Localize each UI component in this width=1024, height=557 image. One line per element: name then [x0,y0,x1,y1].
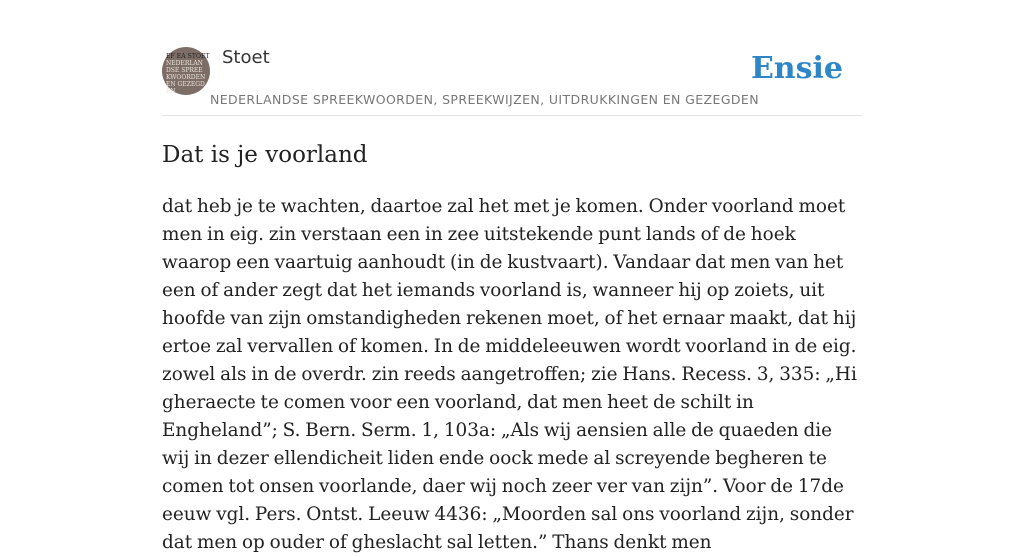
source-subtitle[interactable]: NEDERLANDSE SPREEKWOORDEN, SPREEKWIJZEN, UITDRUKKINGEN EN GEZEGDEN [210,92,759,107]
avatar-book-title: NEDERLANDSE SPREEKWOORDEN EN GEZEGDEN [166,60,206,95]
entry-title: Dat is je voorland [162,142,368,168]
author-avatar[interactable] [162,47,210,95]
brand-logo[interactable]: Ensie [750,51,843,86]
avatar-label: EF EA STOET [166,53,210,60]
header [162,46,862,116]
author-name[interactable]: Stoet [222,47,270,68]
entry-body: dat heb je te wachten, daartoe zal het met je komen. Onder voorland moet men in eig. zin verstaan een in zee uitstekende punt lands of de hoek waarop een vaartuig aanhoudt (in de kustvaart). Vandaar dat men van het een of ander zegt dat het iemands voorland is, wanneer hij op zoiets, uit hoofde van zijn omstandigheden rekenen moet, of het ernaar maakt, dat hij ertoe zal vervallen of komen. In de middeleeuwen wordt voorland in de eig. zowel als in de overdr. zin reeds aangetroffen; zie Hans. Recess. 3, 335: „Hi gheraecte te comen voor een voorland, dat men heet de schilt in Engheland”; S. Bern. Serm. 1, 103a: „Als wij aensien alle de quaeden die wij in dezer ellendicheit liden ende oock mede al screyende begheren te comen tot onsen voorlande, daer wij noch zeer ver van zijn”. Voor de 17de eeuw vgl. Pers. Ontst. Leeuw 4436: „Moorden sal ons voorland zijn, sonder dat men op ouder of gheslacht sal letten.” Thans denkt men [162,196,857,553]
